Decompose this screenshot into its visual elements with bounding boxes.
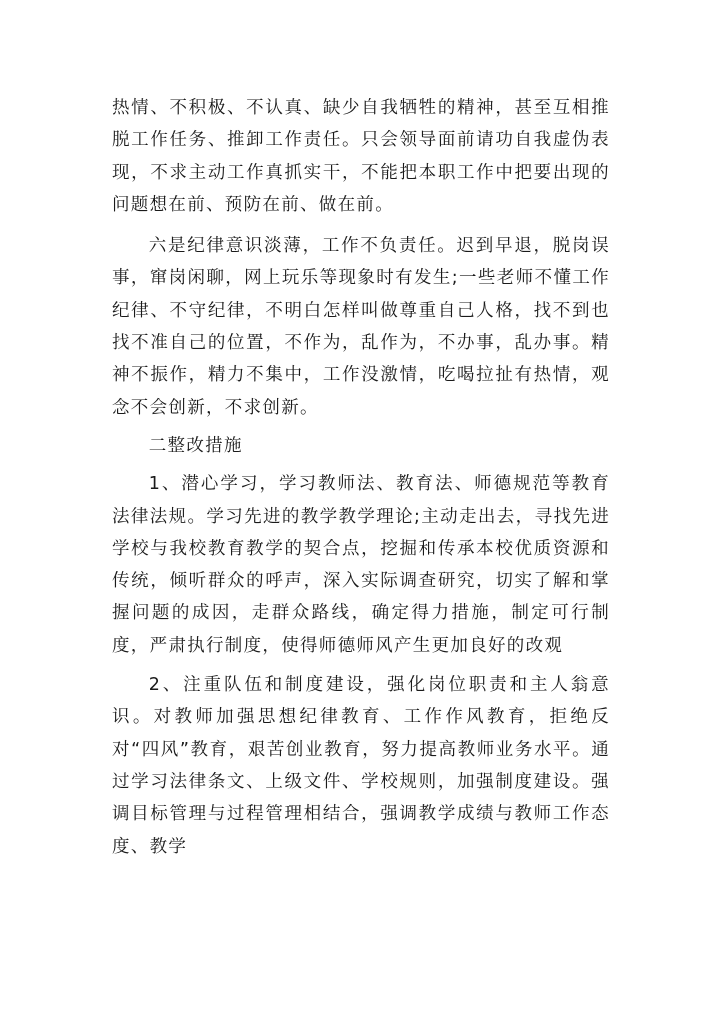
paragraph-measure-2: 2、注重队伍和制度建设，强化岗位职责和主人翁意识。对教师加强思想纪律教育、工作作风教育，拒绝反对“四风”教育，艰苦创业教育，努力提高教师业务水平。通过学习法律条文、上级文件、学校规则，加强制度建设。强调目标管理与过程管理相结合，强调教学成绩与教师工作态度、教学: [112, 675, 610, 857]
paragraph-measure-1: 1、潜心学习，学习教师法、教育法、师德规范等教育法律法规。学习先进的教学教学理论;主动走出去，寻找先进学校与我校教育教学的契合点，挖掘和传承本校优质资源和传统，倾听群众的呼声，深入实际调查研究，切实了解和掌握问题的成因，走群众路线，确定得力措施，制定可行制度，严肃执行制度，使得师德师风产生更加良好的改观: [112, 474, 610, 656]
document-page: [112, 92, 610, 863]
paragraph-continuation: 热情、不积极、不认真、缺少自我牺牲的精神，甚至互相推脱工作任务、推卸工作责任。只会领导面前请功自我虚伪表现，不求主动工作真抓实干，不能把本职工作中把要出现的问题想在前、预防在前、做在前。: [112, 98, 610, 215]
section-heading-rectification: 二整改措施: [148, 435, 243, 456]
paragraph-discipline-issue: 六是纪律意识淡薄，工作不负责任。迟到早退，脱岗误事，窜岗闲聊，网上玩乐等现象时有发生;一些老师不懂工作纪律、不守纪律，不明白怎样叫做尊重自己人格，找不到也找不准自己的位置，不作为，乱作为，不办事，乱办事。精神不振作，精力不集中，工作没激情，吃喝拉扯有热情，观念不会创新，不求创新。: [112, 236, 610, 418]
